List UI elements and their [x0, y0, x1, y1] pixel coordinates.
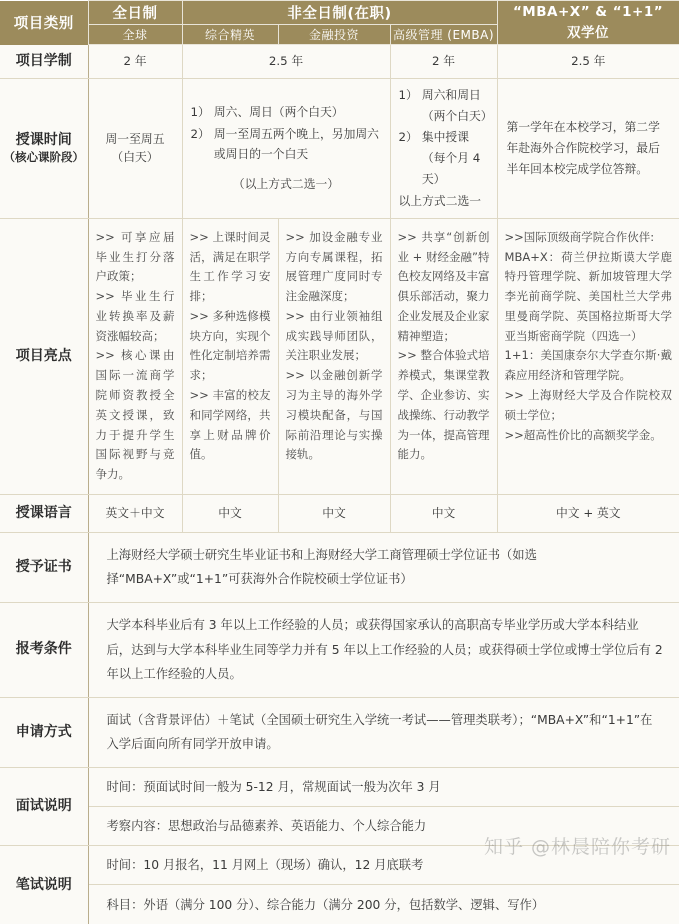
highlights-dual	[497, 218, 679, 494]
language-elite: 中文	[182, 494, 278, 532]
row-label-application: 申请方式	[0, 697, 88, 767]
bullet: >>超高性价比的高额奖学金。	[505, 426, 673, 446]
header-group-parttime: 非全日制(在职)	[182, 1, 497, 25]
item-text: 周六和周日 （两个白天）	[422, 85, 489, 126]
duration-dual: 2.5 年	[497, 45, 679, 79]
dual-degree-line-2: 双学位	[499, 23, 678, 43]
table-row-written	[0, 846, 679, 924]
requirements-text: 大学本科毕业后有 3 年以上工作经验的人员；或获得国家承认的高职高专毕业学历或大学本科结业后，达到与大学本科毕业生同等学力并有 5 年以上工作经验的人员；或获得硕士学位或博士学位后有 2 年以上工作经验的人员。	[88, 602, 679, 697]
duration-emba: 2 年	[390, 45, 497, 79]
bullet: >> 丰富的校友和同学网络，共享上财品牌价值。	[190, 386, 271, 465]
watermark: 知乎 @林晨陪你考研	[484, 832, 671, 859]
class-time-parttime	[182, 79, 390, 219]
item-number: 1）	[191, 102, 210, 123]
table-row-duration	[0, 45, 679, 79]
table-row-class-time	[0, 79, 679, 219]
language-finance: 中文	[278, 494, 390, 532]
application-text: 面试（含背景评估）＋笔试（全国硕士研究生入学统一考试——管理类联考）；“MBA+X”和“1+1”在入学后面向所有同学开放申请。	[88, 697, 679, 767]
header-sub-finance: 金融投资	[278, 25, 390, 45]
item-number: 2）	[399, 127, 418, 189]
bullet: >> 可享应届毕业生打分落户政策；	[96, 228, 175, 287]
row-label-interview: 面试说明	[0, 767, 88, 845]
table-row-highlights	[0, 218, 679, 494]
class-time-parttime-note: （以上方式二选一）	[191, 174, 382, 195]
highlights-global	[88, 218, 182, 494]
bullet: >> 加设金融专业方向专属课程，拓展管理广度同时专注金融深度；	[286, 228, 383, 307]
table-row	[89, 846, 679, 885]
header-sub-global: 全球	[88, 25, 182, 45]
row-label-written: 笔试说明	[0, 846, 88, 924]
duration-parttime: 2.5 年	[182, 45, 390, 79]
table-row	[89, 885, 679, 924]
table-row	[89, 807, 679, 846]
row-label-certificate: 授予证书	[0, 532, 88, 602]
item-number: 2）	[191, 124, 210, 165]
list-item	[399, 127, 489, 189]
highlights-elite	[182, 218, 278, 494]
list-item	[191, 124, 382, 165]
written-subjects: 科目：外语（满分 100 分）、综合能力（满分 200 分，包括数学、逻辑、写作）	[89, 885, 679, 924]
header-category-label: 项目类别	[0, 1, 88, 45]
row-label-class-time-main: 授课时间	[16, 132, 72, 148]
table-row-interview	[0, 767, 679, 845]
language-global: 英文＋中文	[88, 494, 182, 532]
list-item	[191, 102, 382, 123]
item-text: 集中授课 （每个月 4 天）	[422, 127, 489, 189]
row-label-class-time-sub: （核心课阶段）	[2, 150, 86, 166]
written-details	[88, 846, 679, 924]
bullet: MBA+X：荷兰伊拉斯谟大学鹿特丹管理学院、新加坡管理大学李光前商学院、美国杜兰大学弗里曼商学院、英国格拉斯哥大学亚当斯密商学院（四选一）	[505, 248, 673, 347]
written-subtable	[89, 846, 679, 924]
bullet: >> 由行业领袖组成实践导师团队，关注职业发展；	[286, 307, 383, 366]
class-time-dual: 第一学年在本校学习，第二学年赴海外合作院校学习，最后半年回本校完成学位答辩。	[497, 79, 679, 219]
language-emba: 中文	[390, 494, 497, 532]
duration-global: 2 年	[88, 45, 182, 79]
class-time-global-line-2: （白天）	[94, 148, 177, 166]
row-label-language: 授课语言	[0, 494, 88, 532]
item-number: 1）	[399, 85, 418, 126]
header-group-fulltime: 全日制	[88, 1, 182, 25]
class-time-emba	[390, 79, 497, 219]
table-row-requirements	[0, 602, 679, 697]
bullet: >> 上海财经大学及合作院校双硕士学位；	[505, 386, 673, 426]
item-text: 周一至周五两个晚上，另加周六或周日的一个白天	[214, 124, 382, 165]
highlights-finance	[278, 218, 390, 494]
header-row-groups	[0, 1, 679, 25]
bullet: >> 上课时间灵活，满足在职学生工作学习安排；	[190, 228, 271, 307]
list-item	[399, 85, 489, 126]
table-row-application	[0, 697, 679, 767]
interview-time: 时间：预面试时间一般为 5-12 月，常规面试一般为次年 3 月	[89, 768, 679, 807]
header-group-dual-degree	[497, 1, 679, 45]
row-label-class-time	[0, 79, 88, 219]
bullet: >> 毕业生行业转换率及薪资涨幅较高；	[96, 287, 175, 346]
table-row	[89, 768, 679, 807]
header-sub-elite: 综合精英	[182, 25, 278, 45]
row-label-requirements: 报考条件	[0, 602, 88, 697]
language-dual: 中文 + 英文	[497, 494, 679, 532]
class-time-parttime-list	[191, 102, 382, 165]
class-time-emba-note: 以上方式二选一	[399, 191, 489, 212]
dual-degree-line-1: “MBA+X” & “1+1”	[499, 2, 678, 22]
interview-details	[88, 767, 679, 845]
bullet: 1+1：美国康奈尔大学查尔斯·戴森应用经济和管理学院。	[505, 346, 673, 386]
table-row-language	[0, 494, 679, 532]
header-sub-emba: 高级管理 (EMBA)	[390, 25, 497, 45]
bullet: >>国际顶级商学院合作伙伴:	[505, 228, 673, 248]
item-text: 周六、周日（两个白天）	[214, 102, 382, 123]
row-label-highlights: 项目亮点	[0, 218, 88, 494]
table-row-certificate	[0, 532, 679, 602]
written-time: 时间：10 月报名，11 月网上（现场）确认，12 月底联考	[89, 846, 679, 885]
interview-subtable	[89, 768, 679, 845]
class-time-emba-list	[399, 85, 489, 189]
bullet: >> 多种选修模块方向，实现个性化定制培养需求；	[190, 307, 271, 386]
bullet: >> 整合体验式培养模式，集课堂教学、企业参访、实战操练、行动教学为一体，提高管理能力。	[398, 346, 490, 465]
interview-content: 考察内容：思想政治与品德素养、英语能力、个人综合能力	[89, 807, 679, 846]
bullet: >> 以金融创新学习为主导的海外学习模块配备，与国际前沿理论与实操接轨。	[286, 366, 383, 465]
class-time-global-line-1: 周一至周五	[94, 130, 177, 148]
bullet: >> 核心课由国际一流商学院师资教授全英文授课，致力于提升学生国际视野与竞争力。	[96, 346, 175, 484]
highlights-emba	[390, 218, 497, 494]
bullet: >> 共享“创新创业 + 财经金融”特色校友网络及丰富俱乐部活动，聚力企业发展及企业家精神塑造；	[398, 228, 490, 347]
row-label-duration: 项目学制	[0, 45, 88, 79]
class-time-global	[88, 79, 182, 219]
certificate-text: 上海财经大学硕士研究生毕业证书和上海财经大学工商管理硕士学位证书（如选择“MBA+X”或“1+1”可获海外合作院校硕士学位证书）	[88, 532, 679, 602]
